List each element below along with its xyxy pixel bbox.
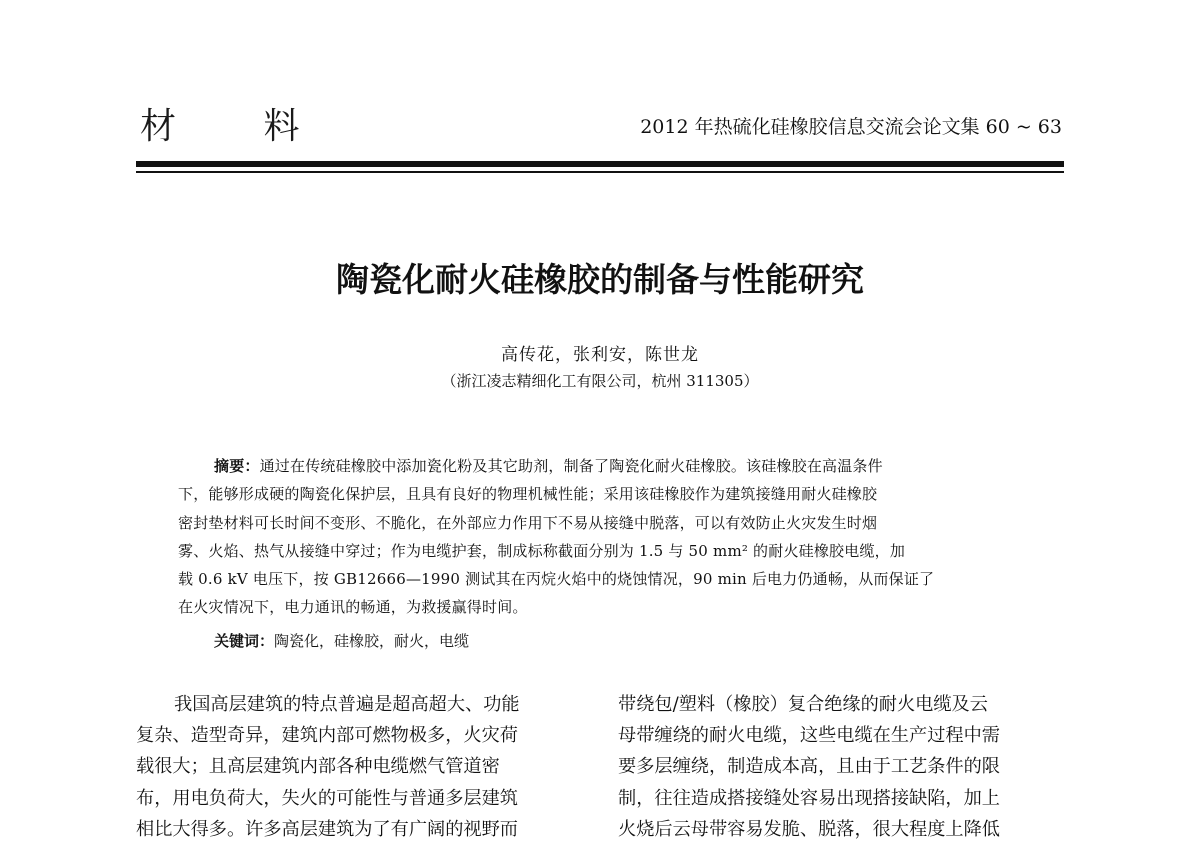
abstract (178, 452, 1028, 622)
paper-title: 陶瓷化耐火硅橡胶的制备与性能研究 (336, 260, 864, 299)
header-rule-thin (136, 171, 1064, 173)
body-line: 载很大；且高层建筑内部各种电缆燃气管道密 (136, 756, 500, 778)
journal-citation: 2012 年热硫化硅橡胶信息交流会论文集 60 ~ 63 (640, 116, 1062, 138)
abstract-line: 雾、火焰、热气从接缝中穿过；作为电缆护套，制成标称截面分别为 1.5 与 50 mm² 的耐火硅橡胶电缆，加 (178, 541, 906, 560)
body-line: 我国高层建筑的特点普遍是超高超大、功能 (174, 694, 520, 715)
abstract-line: 下，能够形成硬的陶瓷化保护层，且具有良好的物理机械性能；采用该硅橡胶作为建筑接缝用耐火硅橡胶 (178, 485, 878, 504)
keywords (214, 630, 469, 651)
body-line: 复杂、造型奇异，建筑内部可燃物极多，火灾荷 (136, 725, 518, 747)
body-line: 要多层缠绕，制造成本高，且由于工艺条件的限 (618, 756, 1000, 778)
abstract-label: 摘要： (214, 457, 260, 475)
abstract-line: 载 0.6 kV 电压下，按 GB12666—1990 测试其在丙烷火焰中的烧蚀情况，90 min 后电力仍通畅，从而保证了 (178, 570, 935, 589)
keywords-text: 陶瓷化，硅橡胶，耐火，电缆 (274, 632, 470, 650)
body-line: 带绕包/塑料（橡胶）复合绝缘的耐火电缆及云 (618, 694, 988, 715)
body-left-column (136, 689, 576, 845)
body-line: 母带缠绕的耐火电缆，这些电缆在生产过程中需 (618, 725, 1000, 747)
body-right-column (618, 689, 1058, 845)
authors: 高传花，张利安，陈世龙 (501, 345, 699, 365)
affiliation: （浙江凌志精细化工有限公司，杭州 311305） (441, 372, 759, 390)
body-line: 火烧后云母带容易发脆、脱落，很大程度上降低 (618, 818, 1000, 840)
abstract-line: 在火灾情况下，电力通讯的畅通，为救援赢得时间。 (178, 598, 528, 617)
header-rule-thick (136, 161, 1064, 167)
abstract-line: 密封垫材料可长时间不变形、不脆化，在外部应力作用下不易从接缝中脱落，可以有效防止火灾发生时烟 (178, 513, 878, 532)
body-line: 制，往往造成搭接缝处容易出现搭接缺陷，加上 (618, 787, 1000, 809)
keywords-label: 关键词： (214, 632, 275, 650)
abstract-line: 摘要：通过在传统硅橡胶中添加瓷化粉及其它助剂，制备了陶瓷化耐火硅橡胶。该硅橡胶在高温条件 (214, 457, 883, 475)
body-line: 相比大得多。许多高层建筑为了有广阔的视野而 (136, 818, 518, 840)
section-label: 材 料 (140, 106, 338, 147)
body-line: 布，用电负荷大，失火的可能性与普通多层建筑 (136, 787, 518, 809)
